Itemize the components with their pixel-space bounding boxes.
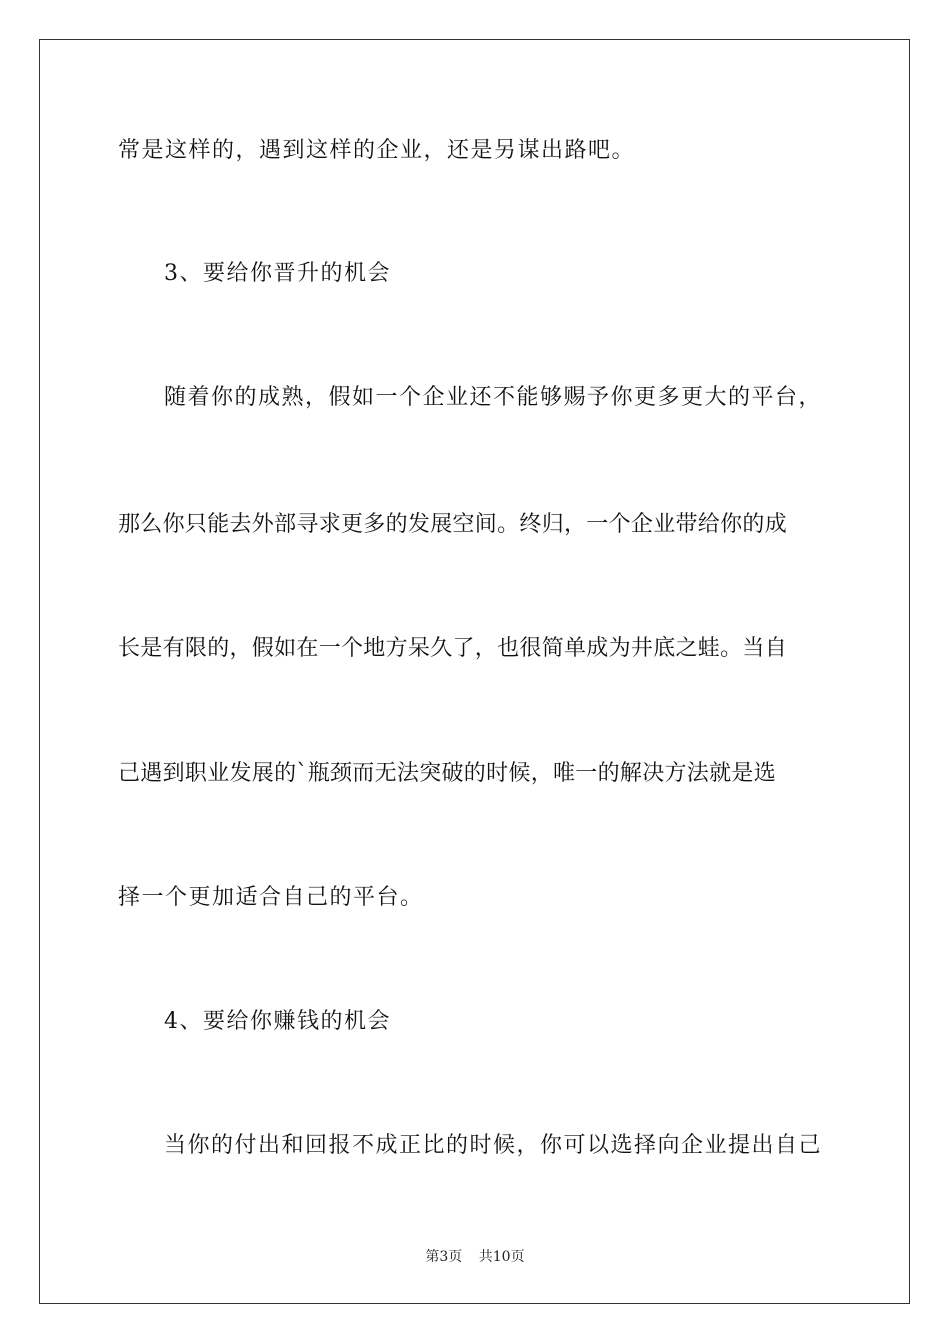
paragraph-line: 那么你只能去外部寻求更多的发展空间。终归，一个企业带给你的成 [118,512,788,537]
section-heading-4: 4、要给你赚钱的机会 [164,1009,391,1034]
page-footer [0,1248,950,1266]
section-heading-3: 3、要给你晋升的机会 [164,261,391,286]
paragraph-line: 择一个更加适合自己的平台。 [118,885,424,910]
paragraph-line: 随着你的成熟，假如一个企业还不能够赐予你更多更大的平台， [164,385,823,410]
paragraph-line: 当你的付出和回报不成正比的时候，你可以选择向企业提出自己 [164,1133,823,1158]
paragraph-line: 常是这样的，遇到这样的企业，还是另谋出路吧。 [118,138,636,163]
paragraph-line: 长是有限的，假如在一个地方呆久了，也很简单成为井底之蛙。当自 [118,636,788,661]
paragraph-line: 己遇到职业发展的`瓶颈而无法突破的时候，唯一的解决方法就是选 [118,761,777,786]
total-pages: 共10页 [478,1249,525,1265]
page-number: 第3页 [425,1249,463,1265]
page-border [39,39,910,1304]
